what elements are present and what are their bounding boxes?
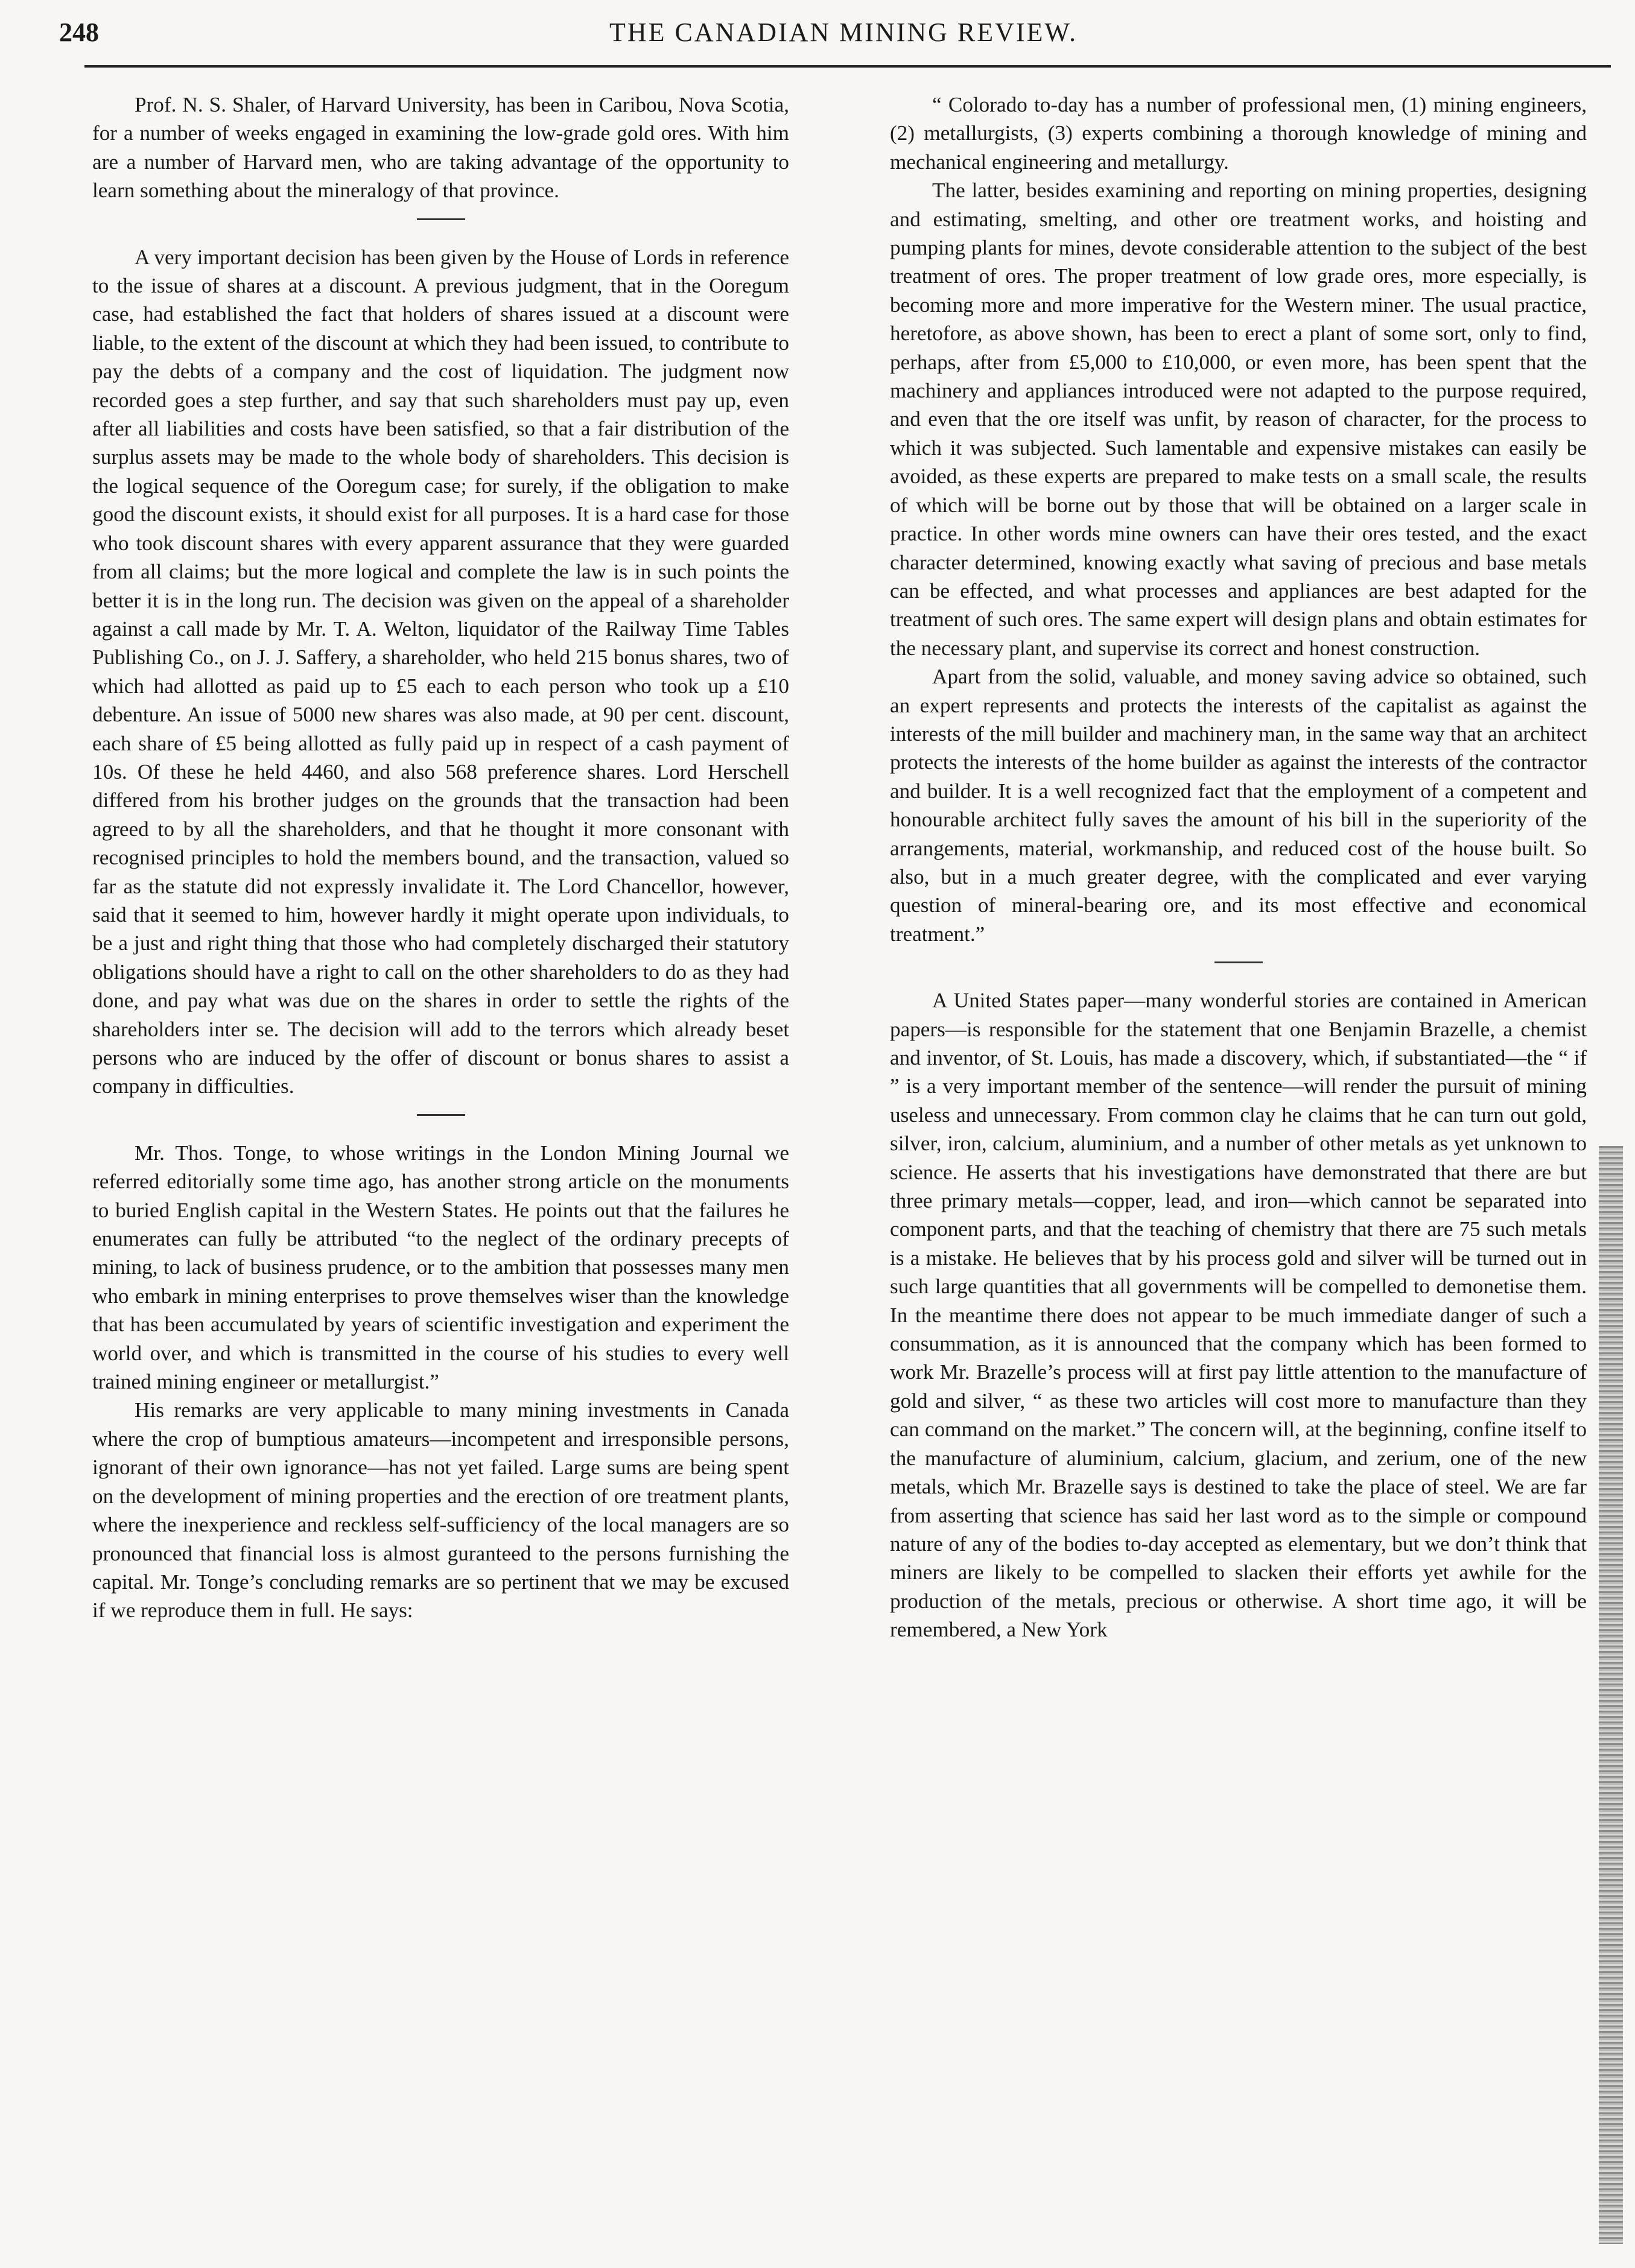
left-column [92,90,789,1625]
page-number: 248 [59,17,99,47]
article-brazelle: A United States paper—many wonderful stories are contained in American papers—is responsible for the statement that one Benjamin Brazelle, a chemist and inventor, of St. Louis, has made a discovery, which, if substantiated—the “ if ” is a very important member of the sentence—will render the pursuit of mining useless and unnecessary. From common clay he claims that he can turn out gold, silver, iron, calcium, aluminium, and a number of other metals as yet unknown to science. He asserts that his investigations have demonstrated that there are but three primary metals—copper, lead, and iron—which cannot be separated into component parts, and that the teaching of chemistry that there are 75 such metals is a mistake. He believes that by his process gold and silver will be turned out in such large quantities that all governments will be compelled to demonetise them. In the meantime there does not appear to be much immediate danger of such a consummation, as it is announced that the company which has been formed to work Mr. Brazelle’s process will at first pay little attention to the manufacture of gold and silver, “ as these two articles will cost more to manufacture than they can command on the market.” The concern will, at the beginning, confine itself to the manufacture of aluminium, calcium, glacium, and zerium, one of the new metals, which Mr. Brazelle says is destined to take the place of steel. We are far from asserting that science has said her last word as to the simple or compound nature of any of the bodies to-day accepted as elementary, but we don’t think that miners are likely to be compelled to slacken their efforts yet awhile for the production of the metals, precious or otherwise. A short time ago, it will be remembered, a New York [890,989,1587,1642]
article-tonge-remarks: His remarks are very applicable to many mining investments in Canada where the crop of bumptious amateurs—incompetent and irresponsible persons, ignorant of their own ignorance—has not yet failed. Large sums are being spent on the development of mining properties and the erection of ore treatment plants, where the inexperience and reckless self-sufficiency of the local managers are so pronounced that financial loss is almost guranteed to the persons furnishing the capital. Mr. Tonge’s concluding remarks are so pertinent that we may be excused if we reproduce them in full. He says: [92,1398,789,1623]
section-divider [1214,961,1263,963]
section-divider [417,218,465,220]
page-header [0,0,1635,60]
scan-edge-artifact [1599,1146,1623,2244]
header-rule [84,65,1611,68]
quote-colorado: “ Colorado to-day has a number of professional men, (1) mining engineers, (2) metallurgists, (3) experts combining a thorough knowledge of mining and mechanical engineering and metallurgy. [890,93,1587,174]
article-house-of-lords: A very important decision has been given by the House of Lords in reference to the issue of shares at a discount. A previous judgment, that in the Ooregum case, had established the fact that holders of shares issued at a discount were liable, to the extent of the discount at which they had been issued, to contribute to pay the debts of a company and the cost of liquidation. The judgment now recorded goes a step further, and say that such shareholders must pay up, even after all liabilities and costs have been satisfied, so that a fair distribution of the surplus assets may be made to the whole body of shareholders. This decision is the logical sequence of the Ooregum case; for surely, if the obligation to make good the discount exists, it should exist for all purposes. It is a hard case for those who took discount shares with every apparent assurance that they were guarded from all claims; but the more logical and complete the law is in such points the better it is in the long run. The decision was given on the appeal of a shareholder against a call made by Mr. T. A. Welton, liquidator of the Railway Time Tables Publishing Co., on J. J. Saffery, a shareholder, who held 215 bonus shares, two of which had allotted as paid up to £5 each to each person who took up a £10 debenture. An issue of 5000 new shares was also made, at 90 per cent. discount, each share of £5 being allotted as fully paid up in respect of a cash payment of 10s. Of these he held 4460, and also 568 preference shares. Lord Herschell differed from his brother judges on the grounds that the transaction had been agreed to by all the shareholders, and that he thought it more consonant with recognised principles to hold the members bound, and the transaction, valued so far as the statute did not expressly invalidate it. The Lord Chancellor, however, said that it seemed to him, however hardly it might operate upon individuals, to be a just and right thing that those who had completely discharged their statutory obligations should have a right to call on the other shareholders to do as they had done, and pay what was due on the shares in order to settle the rights of the shareholders inter se. The decision will add to the terrors which already beset persons who are induced by the offer of discount or bonus shares to assist a company in difficulties. [92,245,789,1098]
section-divider [417,1114,465,1116]
quote-experts: The latter, besides examining and reporting on mining properties, designing and estimating, smelting, and other ore treatment works, and hoisting and pumping plants for mines, devote considerable attention to the subject of the best treatment of ores. The proper treatment of low grade ores, more especially, is becoming more and more imperative for the Western miner. The usual practice, heretofore, as above shown, has been to erect a plant of some sort, only to find, perhaps, after from £5,000 to £10,000, or even more, has been spent that the machinery and appliances introduced were not adapted to the purpose required, and even that the ore itself was unfit, by reason of character, for the process to which it was subjected. Such lamentable and expensive mistakes can easily be avoided, as these experts are prepared to make tests on a small scale, the results of which will be borne out by those that will be obtained on a larger scale in practice. In other words mine owners can have their ores tested, and the exact character determined, knowing exactly what saving of precious and base metals can be effected, and what processes and appliances are best adapted for the treatment of such ores. The same expert will design plans and obtain estimates for the necessary plant, and supervise its correct and honest construction. [890,179,1587,660]
quote-architect: Apart from the solid, valuable, and money saving advice so obtained, such an expert represents and protects the interests of the capitalist as against the interests of the mill builder and machinery man, in the same way that an architect protects the interests of the home builder as against the interests of the contractor and builder. It is a well recognized fact that the employment of a competent and honourable architect fully saves the amount of his bill in the superiority of the arrangements, material, workmanship, and reduced cost of the house built. So also, but in a much greater degree, with the complicated and ever varying question of mineral-bearing ore, and its most effective and economical treatment.” [890,665,1587,946]
right-column [890,90,1587,1644]
article-shaler: Prof. N. S. Shaler, of Harvard University, has been in Caribou, Nova Scotia, for a number of weeks engaged in examining the low-grade gold ores. With him are a number of Harvard men, who are taking advantage of the opportunity to learn something about the mineralogy of that province. [92,93,789,203]
journal-title: THE CANADIAN MINING REVIEW. [609,17,1078,47]
article-tonge: Mr. Thos. Tonge, to whose writings in the London Mining Journal we referred editorially some time ago, has another strong article on the monuments to buried English capital in the Western States. He points out that the failures he enumerates can fully be attributed “to the neglect of the ordinary precepts of mining, to lack of business prudence, or to the ambition that possesses many men who embark in mining enterprises to prove themselves wiser than the knowledge that has been accumulated by years of scientific investigation and experiment the world over, and which is transmitted in the course of his studies to every well trained mining engineer or metallurgist.” [92,1141,789,1394]
